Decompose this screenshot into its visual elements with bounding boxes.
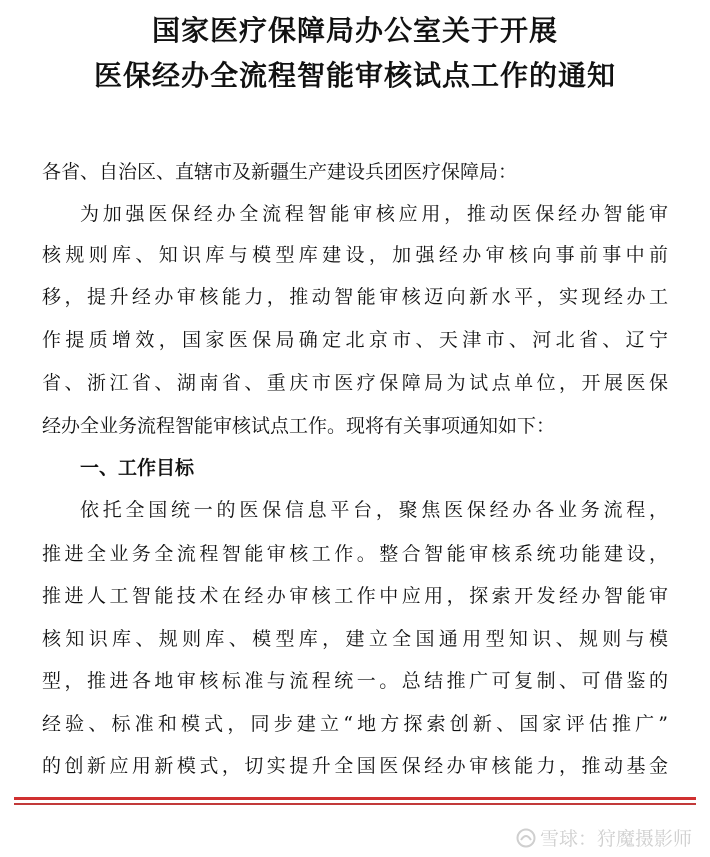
paragraph1-line: 省、浙江省、湖南省、重庆市医疗保障局为试点单位，开展医保 bbox=[42, 372, 668, 394]
paragraph1-line: 移，提升经办审核能力，推动智能审核迈向新水平，实现经办工 bbox=[42, 286, 668, 308]
paragraph1-line: 为加强医保经办全流程智能审核应用，推动医保经办智能审 bbox=[80, 203, 668, 225]
watermark-text: 雪球：狩魔摄影师 bbox=[539, 828, 692, 850]
document-title-line-1: 国家医疗保障局办公室关于开展 bbox=[151, 14, 558, 47]
watermark bbox=[516, 824, 692, 851]
paragraph1-line: 核规则库、知识库与模型库建设，加强经办审核向事前事中前 bbox=[42, 244, 668, 266]
paragraph2-line: 经验、标准和模式，同步建立“地方探索创新、国家评估推广” bbox=[42, 713, 668, 735]
red-rule-top bbox=[14, 797, 696, 800]
red-rule-bottom bbox=[14, 803, 696, 805]
paragraph2-line: 推进全业务全流程智能审核工作。整合智能审核系统功能建设， bbox=[42, 543, 668, 565]
paragraph1-line: 作提质增效，国家医保局确定北京市、天津市、河北省、辽宁 bbox=[42, 329, 668, 351]
paragraph2-line: 型，推进各地审核标准与流程统一。总结推广可复制、可借鉴的 bbox=[42, 670, 668, 692]
paragraph2-line: 的创新应用新模式，切实提升全国医保经办审核能力，推动基金 bbox=[42, 755, 668, 777]
snowball-logo-icon bbox=[516, 828, 536, 848]
section-heading: 一、工作目标 bbox=[80, 457, 195, 479]
paragraph2-line: 依托全国统一的医保信息平台，聚焦医保经办各业务流程， bbox=[80, 499, 668, 521]
paragraph2-line: 核知识库、规则库、模型库，建立全国通用型知识、规则与模 bbox=[42, 628, 668, 650]
salutation: 各省、自治区、直辖市及新疆生产建设兵团医疗保障局： bbox=[42, 161, 518, 183]
paragraph1-line: 经办全业务流程智能审核试点工作。现将有关事项通知如下： bbox=[42, 415, 556, 437]
document-title-line-2: 医保经办全流程智能审核试点工作的通知 bbox=[93, 59, 616, 92]
paragraph2-line: 推进人工智能技术在经办审核工作中应用，探索开发经办智能审 bbox=[42, 585, 668, 607]
